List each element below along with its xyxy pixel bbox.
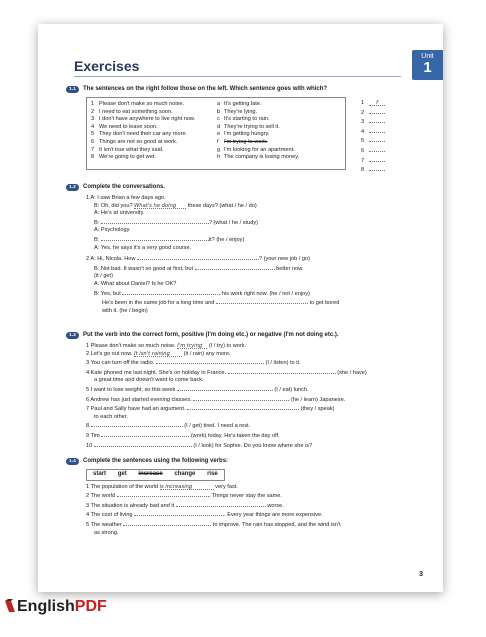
answer-blank[interactable]	[101, 431, 189, 437]
exercise-instruction: Complete the conversations.	[83, 184, 166, 190]
right-sentence	[217, 124, 299, 132]
text-line: A: He's at university.	[94, 210, 145, 217]
answer-number: 8	[361, 167, 365, 174]
answer-blank[interactable]	[369, 136, 385, 142]
text-segment: (I / try) to work.	[208, 343, 247, 349]
sentence-letter: h	[217, 154, 221, 161]
text-segment: (work) today. He's taken the day off.	[190, 432, 280, 439]
answer-number: 6	[361, 147, 365, 154]
right-sentence	[217, 131, 299, 139]
text-segment: 2 Let's go out now.	[86, 350, 133, 357]
sentence-letter: d	[217, 123, 221, 130]
text-line: to each other.	[94, 413, 128, 420]
text-line: as strong.	[94, 529, 119, 536]
left-sentence	[91, 139, 195, 147]
sentence-text: I don't have anywhere to live right now.	[99, 116, 196, 123]
text-segment: He's been in the same job for a long time and	[102, 300, 215, 307]
answer-number: 5	[361, 138, 365, 145]
sentence-letter: a	[217, 101, 221, 107]
sentence-letter: b	[217, 108, 221, 115]
text-segment: these days? (what / he / do)	[187, 202, 257, 209]
logo-text-english: English	[17, 598, 75, 615]
exercise-instruction: Complete the sentences using the following verbs:	[83, 458, 229, 464]
text-segment: 2 A: Hi, Nicola. How	[86, 256, 136, 263]
answer-blank[interactable]	[123, 520, 211, 526]
left-sentence	[91, 124, 195, 132]
pen-logo-icon	[4, 599, 16, 613]
left-sentence	[91, 116, 195, 124]
text-segment: better now.	[276, 265, 304, 272]
answer-blank[interactable]: f	[369, 100, 385, 106]
answer-row	[361, 156, 385, 166]
answer-blank[interactable]	[369, 127, 385, 133]
text-line: (it / get)	[94, 273, 113, 280]
left-sentence	[91, 147, 195, 155]
text-segment: B: Not bad. It wasn't so good at first, but	[94, 265, 194, 272]
text-segment: B:	[94, 219, 100, 226]
right-sentence	[217, 116, 299, 124]
text-segment: 7 Paul and Sally have had an argument.	[86, 406, 186, 413]
answer-blank[interactable]	[134, 510, 224, 516]
text-segment: ? (your new job / go)	[259, 256, 310, 263]
unit-tab	[412, 50, 443, 80]
page-title: Exercises	[74, 58, 140, 74]
workbook-page	[38, 24, 443, 592]
text-segment: 2 The world	[86, 493, 116, 500]
text-segment: B:	[94, 236, 100, 243]
sentence-number: 3	[91, 116, 95, 123]
sentence-letter: e	[217, 131, 221, 138]
text-segment: it? (he / enjoy)	[208, 236, 245, 243]
answer-blank[interactable]: What's he doing	[134, 203, 186, 209]
sentence-number: 6	[91, 138, 95, 145]
sentence-number: 8	[91, 154, 95, 161]
text-segment: 1 Please don't make so much noise.	[86, 343, 176, 349]
text-segment: (I / listen) to it.	[265, 360, 301, 367]
sentence-text: It's starting to rain.	[224, 116, 270, 123]
unit-label: Unit	[421, 53, 434, 60]
sentence-text: They're lying.	[224, 108, 258, 115]
text-segment: to get bored	[309, 300, 340, 307]
answer-blank[interactable]	[176, 501, 266, 507]
text-segment: (she / have)	[337, 369, 367, 376]
verb-word: start	[93, 471, 107, 477]
answer-row	[361, 146, 385, 156]
exercise-instruction: The sentences on the right follow those on the left. Which sentence goes with which?	[83, 86, 328, 92]
text-segment: 6 Andrew has just started evening classes.	[86, 396, 192, 403]
sentence-text: It isn't true what they said.	[99, 146, 164, 153]
answer-number: 3	[361, 119, 365, 126]
answer-blank[interactable]	[156, 358, 264, 364]
answer-blank[interactable]	[91, 421, 183, 427]
sentence-text: They don't need their car any more.	[99, 131, 188, 138]
text-line: A: Yes, he says it's a very good course.	[94, 244, 192, 251]
left-sentence	[91, 109, 195, 117]
text-segment: to improve. The rain has stopped, and the wind isn't	[212, 521, 341, 528]
unit-number: 1	[423, 59, 432, 76]
text-segment: (he / learn) Japanese.	[290, 396, 346, 403]
answer-blank[interactable]	[122, 289, 220, 295]
left-sentences	[91, 101, 195, 162]
sentence-letter: c	[217, 116, 220, 123]
sentence-text: I need to eat something soon.	[99, 108, 173, 115]
text-segment: 1 The population of the world	[86, 483, 159, 490]
answer-blank[interactable]	[369, 108, 385, 114]
answer-number: 7	[361, 157, 365, 164]
sentence-number: 1	[91, 101, 95, 107]
text-segment: worse.	[267, 502, 284, 509]
text-line: A: What about Daniel? Is he OK?	[94, 280, 177, 287]
verb-word: increase	[138, 471, 163, 477]
text-segment: 4 Kate phoned me last night. She's on holiday in France.	[86, 369, 227, 376]
title-divider	[74, 76, 401, 77]
text-line: with it. (he / begin)	[102, 307, 148, 314]
text-segment: . Every year things are more expensive.	[224, 512, 323, 519]
answer-blank[interactable]	[101, 218, 209, 224]
answer-blank[interactable]	[101, 235, 209, 241]
answer-blank[interactable]	[195, 264, 275, 270]
verb-word: change	[174, 471, 196, 477]
text-segment: (I / get) tired. I need a rest.	[184, 423, 251, 430]
answer-row	[361, 117, 385, 127]
answer-row	[361, 165, 385, 175]
text-segment: (they / speak)	[300, 406, 335, 413]
answer-blank[interactable]	[94, 441, 192, 447]
answer-blank[interactable]	[193, 395, 289, 401]
answer-row	[361, 127, 385, 137]
text-segment: 8	[86, 423, 90, 430]
text-segment: 10	[86, 442, 93, 449]
answer-number: 1	[361, 100, 365, 106]
sentence-text: Things are not so good at work.	[99, 138, 178, 145]
sentence-text: I'm looking for an apartment.	[224, 146, 295, 153]
answer-blank[interactable]: I'm trying	[177, 343, 207, 349]
text-segment: ? (what / he / study)	[208, 219, 258, 226]
sentence-text: We need to leave soon.	[99, 123, 158, 130]
sentence-text: I'm trying to work.	[224, 138, 268, 145]
verb-box	[86, 469, 225, 481]
text-segment: very fast.	[215, 483, 238, 490]
right-sentence	[217, 109, 299, 117]
text-segment: (I / eat) lunch.	[274, 386, 309, 393]
sentence-text: Please don't make so much noise.	[99, 101, 185, 107]
right-sentence	[217, 154, 299, 162]
text-segment: 5 The weather	[86, 521, 122, 528]
answer-blank[interactable]	[137, 254, 259, 260]
sentence-letter: f	[217, 138, 219, 145]
text-line: A: Psychology.	[94, 227, 131, 234]
answer-column	[361, 100, 385, 175]
answer-blank[interactable]	[187, 404, 299, 410]
answer-number: 2	[361, 109, 365, 116]
text-segment: (I / look) for Sophie. Do you know where she is?	[193, 442, 313, 449]
text-line: 1 A: I saw Brian a few days ago.	[86, 195, 166, 201]
exercise-badge: 1.1	[66, 86, 79, 93]
exercise-instruction: Put the verb into the correct form, positive (I'm doing etc.) or negative (I'm not doing etc.).	[83, 332, 339, 338]
answer-blank[interactable]	[369, 146, 385, 152]
left-sentence	[91, 101, 195, 109]
answer-row	[361, 100, 385, 108]
answer-blank[interactable]	[117, 491, 209, 497]
sentence-text: I'm getting hungry.	[224, 131, 270, 138]
verb-word: get	[117, 471, 127, 477]
right-sentence	[217, 101, 299, 109]
answer-blank[interactable]: is increasing	[160, 484, 214, 490]
exercise-badge: 1.3	[66, 332, 79, 339]
text-segment: . Things never stay the same.	[208, 493, 282, 500]
sentence-letter: g	[217, 146, 221, 153]
right-sentence	[217, 147, 299, 155]
answer-blank[interactable]	[369, 165, 385, 171]
exercise-badge: 1.4	[66, 458, 79, 465]
sentence-text: We're going to get wet.	[99, 154, 156, 161]
right-sentence	[217, 139, 299, 147]
sentence-number: 7	[91, 146, 95, 153]
text-segment: B: Yes, but	[94, 290, 121, 297]
verb-word: rise	[207, 471, 218, 477]
sentence-text: It's getting late.	[224, 101, 262, 107]
text-segment: 9 Tim	[86, 432, 100, 439]
exercise-badge: 1.2	[66, 184, 79, 191]
logo-text-pdf: PDF	[74, 598, 107, 615]
answer-blank[interactable]	[369, 117, 385, 123]
answer-row	[361, 136, 385, 146]
text-segment: (it / rain) any more.	[183, 350, 231, 357]
answer-blank[interactable]	[177, 385, 273, 391]
text-segment: 3 The situation is already bad and it	[86, 502, 175, 509]
sentence-number: 4	[91, 123, 95, 130]
text-line: a great time and doesn't want to come back.	[94, 377, 204, 384]
text-segment: 3 You can turn off the radio.	[86, 360, 155, 367]
left-sentence	[91, 131, 195, 139]
sentence-text: The company is losing money.	[224, 154, 300, 161]
answer-blank[interactable]: It isn't raining	[134, 351, 182, 357]
right-sentences	[217, 101, 299, 162]
sentence-number: 2	[91, 108, 95, 115]
sentence-text: They're trying to sell it.	[224, 123, 280, 130]
answer-blank[interactable]	[369, 156, 385, 162]
matching-box	[86, 97, 346, 170]
answer-blank[interactable]	[216, 298, 308, 304]
left-sentence	[91, 154, 195, 162]
answer-number: 4	[361, 128, 365, 135]
answer-row	[361, 108, 385, 118]
text-segment: B: Oh, did you?	[94, 202, 133, 209]
englishpdf-logo	[4, 598, 107, 616]
page-number: 3	[419, 571, 423, 578]
answer-blank[interactable]	[228, 368, 336, 374]
text-segment: his work right now. (he / not / enjoy)	[221, 290, 310, 297]
sentence-number: 5	[91, 131, 95, 138]
text-segment: 5 I want to lose weight, so this week	[86, 386, 176, 393]
text-segment: 4 The cost of living	[86, 512, 133, 519]
